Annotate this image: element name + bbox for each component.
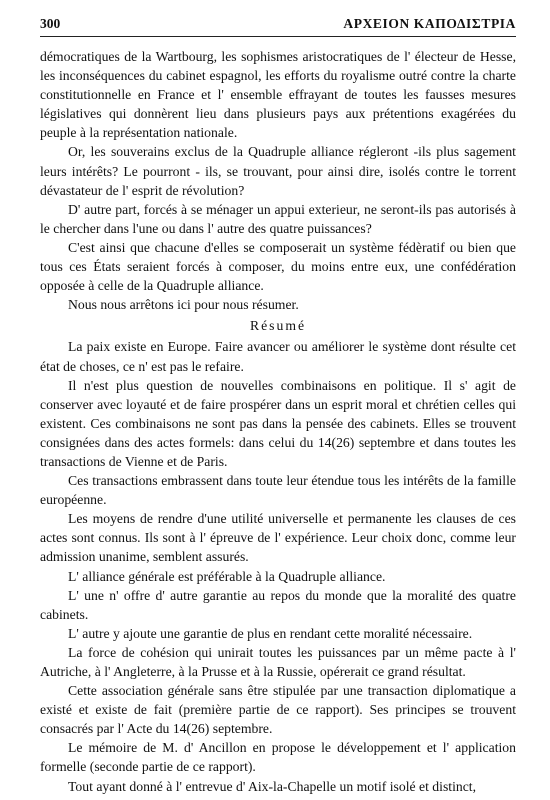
body-text bbox=[40, 47, 516, 796]
paragraph: La paix existe en Europe. Faire avancer ou améliorer le système dont résulte cet état de choses, ce n' est pas le refaire. bbox=[40, 339, 516, 374]
section-heading: Résumé bbox=[249, 318, 307, 334]
paragraph: Ces transactions embrassent dans toute leur étendue tous les intérêts de la famille européenne. bbox=[40, 473, 516, 508]
paragraph: Tout ayant donné à l' entrevue d' Aix-la-Chapelle un motif isolé et distinct, bbox=[68, 778, 477, 794]
paragraph: Nous nous arrêtons ici pour nous résumer. bbox=[68, 297, 299, 313]
paragraph: L' une n' offre d' autre garantie au repos du monde que la moralité des quatre cabinets. bbox=[40, 587, 516, 622]
page-number: 300 bbox=[40, 16, 61, 31]
page-header bbox=[40, 14, 516, 37]
paragraph: L' alliance générale est préférable à la Quadruple alliance. bbox=[68, 568, 386, 584]
paragraph: démocratiques de la Wartbourg, les sophismes aristocratiques de l' électeur de Hesse, les inconséquences du cabinet espagnol, les efforts du royalisme outré contre la charte constitutionnelle en France et l' ensemble effrayant de toutes les fausses mesures législatives qui donnèrent lieu dans plusieurs pays aux prétentions exagérées du peuple à la représentation nationale. bbox=[40, 49, 516, 141]
paragraph: Il n'est plus question de nouvelles combinaisons en politique. Il s' agit de conserver avec loyauté et de faire prospérer dans un esprit moral et chrétien celles qui existent. Ces combinaisons ne sont pas dans la pensée des cabinets. Elles se trouvent consignées dans des actes formels: dans celui du 14(26) septembre et dans toutes les transactions de Vienne et de Paris. bbox=[40, 377, 516, 469]
paragraph: D' autre part, forcés à se ménager un appui exterieur, ne seront-ils pas autorisés à le chercher dans l'une ou dans l' autre des quatre puissances? bbox=[40, 201, 516, 236]
paragraph: La force de cohésion qui unirait toutes les puissances par un même pacte à l' Autriche, à l' Angleterre, à la Prusse et à la Russie, opérerait ce grand résultat. bbox=[40, 644, 516, 679]
paragraph: Les moyens de rendre d'une utilité universelle et permanente les clauses de ces actes sont connus. Ils sont à l' épreuve de l' expérience. Leur choix donc, comme leur admission unanime, semblent assurés. bbox=[40, 511, 516, 565]
paragraph: Le mémoire de M. d' Ancillon en propose le développement et l' application formelle (seconde partie de ce rapport). bbox=[40, 740, 516, 775]
paragraph: Or, les souverains exclus de la Quadruple alliance régleront -ils plus sagement leurs intérêts? Le pourront - ils, se trouvant, pour ainsi dire, isolés contre le torrent dévastateur de l' esprit de révolution? bbox=[40, 144, 516, 198]
running-head: ΑΡΧΕΙΟΝ ΚΑΠΟΔΙΣΤΡΙΑ bbox=[343, 16, 516, 31]
paragraph: C'est ainsi que chacune d'elles se composerait un système fédèratif ou bien que tous ces États seraient forcés à composer, du moins entre eux, une confédération opposée à celle de la Quadruple alliance. bbox=[40, 239, 516, 294]
paragraph: Cette association générale sans être stipulée par une transaction diplomatique a existé et existe de fait (première partie de ce rapport). Ses principes se trouvent consacrés par l' Acte du 14(26) septembre. bbox=[40, 683, 516, 737]
paragraph: L' autre y ajoute une garantie de plus en rendant cette moralité nécessaire. bbox=[68, 625, 473, 641]
